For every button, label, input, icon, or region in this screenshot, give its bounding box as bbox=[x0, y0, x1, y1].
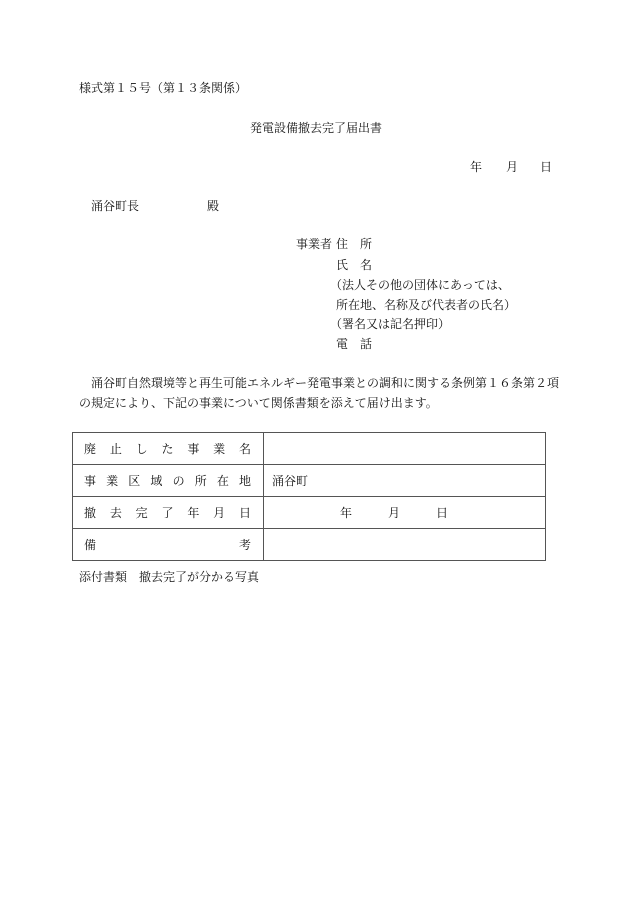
table-row bbox=[73, 433, 546, 465]
table-row bbox=[73, 465, 546, 497]
applicant-phone: 電 話 bbox=[336, 337, 373, 351]
row-label: 廃止した事業名 bbox=[84, 442, 251, 456]
addressee-honorific: 殿 bbox=[207, 199, 220, 213]
table-row bbox=[73, 529, 546, 561]
applicant-note-2: 所在地、名称及び代表者の氏名） bbox=[336, 298, 517, 312]
row-value bbox=[264, 529, 546, 561]
row-label: 撤去完了年月日 bbox=[84, 506, 251, 520]
row-label: 備考 bbox=[84, 538, 251, 552]
row-value: 年 月 日 bbox=[340, 506, 449, 520]
applicant-label: 事業者 bbox=[296, 237, 333, 251]
form-number: 様式第１５号（第１３条関係） bbox=[79, 81, 248, 95]
attachments-note: 添付書類 撤去完了が分かる写真 bbox=[79, 570, 260, 584]
details-table bbox=[72, 432, 546, 561]
table-row bbox=[73, 497, 546, 529]
body-line-1: 涌谷町自然環境等と再生可能エネルギー発電事業との調和に関する条例第１６条第２項 bbox=[91, 376, 560, 390]
applicant-address: 住 所 bbox=[336, 237, 373, 251]
applicant-note-3: （署名又は記名押印） bbox=[330, 317, 451, 331]
row-label: 事業区域の所在地 bbox=[84, 474, 251, 488]
row-value: 涌谷町 bbox=[264, 465, 546, 497]
applicant-note-1: （法人その他の団体にあっては、 bbox=[330, 278, 510, 292]
document-title: 発電設備撤去完了届出書 bbox=[250, 121, 383, 135]
date-day: 日 bbox=[540, 160, 553, 174]
date-month: 月 bbox=[506, 160, 519, 174]
date-year: 年 bbox=[470, 160, 483, 174]
addressee-name: 涌谷町長 bbox=[91, 199, 140, 213]
row-value bbox=[264, 433, 546, 465]
applicant-name: 氏 名 bbox=[336, 258, 373, 272]
body-line-2: の規定により、下記の事業について関係書類を添えて届け出ます。 bbox=[79, 396, 438, 410]
